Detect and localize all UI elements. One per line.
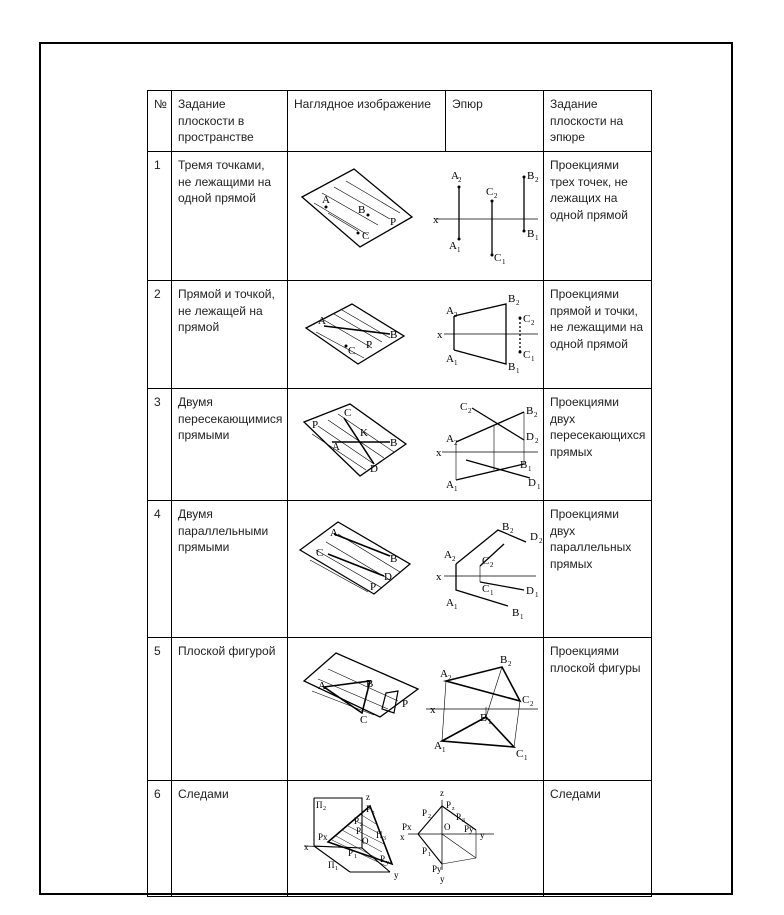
svg-text:y: y bbox=[386, 860, 389, 866]
svg-text:2: 2 bbox=[448, 674, 452, 682]
svg-text:2: 2 bbox=[535, 437, 539, 445]
row-figure bbox=[288, 152, 544, 281]
svg-text:P: P bbox=[422, 846, 428, 856]
svg-text:1: 1 bbox=[488, 718, 492, 726]
svg-text:A: A bbox=[446, 353, 454, 365]
svg-text:A: A bbox=[446, 479, 454, 491]
svg-text:1: 1 bbox=[531, 355, 535, 363]
svg-text:C: C bbox=[460, 401, 468, 413]
svg-text:A: A bbox=[318, 680, 326, 692]
svg-text:P: P bbox=[366, 339, 373, 351]
svg-text:D: D bbox=[384, 571, 392, 583]
svg-text:B: B bbox=[366, 678, 374, 690]
svg-text:A: A bbox=[449, 240, 457, 252]
svg-text:Px: Px bbox=[318, 832, 328, 842]
svg-text:A: A bbox=[434, 740, 442, 752]
svg-text:2: 2 bbox=[360, 822, 363, 828]
svg-text:B: B bbox=[512, 607, 520, 619]
row-figure bbox=[288, 501, 544, 638]
svg-text:2: 2 bbox=[452, 555, 456, 563]
svg-text:2: 2 bbox=[458, 176, 462, 184]
svg-text:1: 1 bbox=[454, 359, 458, 367]
row-number: 2 bbox=[148, 281, 172, 389]
svg-text:2: 2 bbox=[539, 537, 543, 545]
table-row bbox=[148, 389, 652, 501]
svg-text:C: C bbox=[523, 349, 531, 361]
row-space-definition: Плоской фигурой bbox=[172, 638, 288, 781]
row-figure bbox=[288, 389, 544, 501]
svg-text:2: 2 bbox=[468, 407, 472, 415]
row-number: 3 bbox=[148, 389, 172, 501]
svg-text:y: y bbox=[480, 830, 485, 840]
svg-text:2: 2 bbox=[454, 439, 458, 447]
row-number: 4 bbox=[148, 501, 172, 638]
row-space-definition: Следами bbox=[172, 781, 288, 897]
svg-text:P: P bbox=[402, 698, 409, 710]
svg-text:1: 1 bbox=[354, 854, 357, 860]
row-space-definition: Двумя пересекающимися прямыми bbox=[172, 389, 288, 501]
svg-text:z: z bbox=[440, 788, 444, 798]
row-space-definition: Двумя параллельными прямыми bbox=[172, 501, 288, 638]
row-figure bbox=[288, 281, 544, 389]
svg-text:A: A bbox=[318, 315, 326, 327]
header-number: № bbox=[148, 91, 172, 152]
figure-intersecting-lines bbox=[294, 394, 550, 495]
table-row bbox=[148, 638, 652, 781]
svg-text:P: P bbox=[422, 808, 428, 818]
svg-text:1: 1 bbox=[535, 234, 539, 242]
svg-text:2: 2 bbox=[508, 660, 512, 668]
svg-text:П: П bbox=[376, 830, 383, 840]
svg-text:1: 1 bbox=[516, 367, 520, 375]
svg-text:A: A bbox=[451, 170, 459, 182]
svg-text:1: 1 bbox=[535, 591, 539, 599]
svg-text:2: 2 bbox=[428, 814, 431, 820]
row-number: 1 bbox=[148, 152, 172, 281]
svg-text:P: P bbox=[446, 800, 452, 810]
svg-text:1: 1 bbox=[490, 589, 494, 597]
svg-text:z: z bbox=[366, 792, 370, 802]
table-header-row bbox=[148, 91, 652, 152]
figure-plane-figure bbox=[294, 643, 550, 775]
svg-text:A: A bbox=[330, 527, 338, 539]
svg-text:x: x bbox=[436, 447, 442, 459]
svg-text:П: П bbox=[316, 800, 323, 810]
svg-text:P: P bbox=[370, 581, 377, 593]
table-row bbox=[148, 501, 652, 638]
header-epur-definition: Задание плоскости на эпюре bbox=[544, 91, 652, 152]
svg-text:x: x bbox=[304, 842, 309, 852]
svg-text:2: 2 bbox=[534, 411, 538, 419]
svg-text:2: 2 bbox=[516, 299, 520, 307]
figure-traces bbox=[294, 786, 550, 891]
svg-text:C: C bbox=[348, 345, 356, 357]
svg-text:B: B bbox=[527, 170, 535, 182]
svg-text:x: x bbox=[433, 214, 439, 226]
svg-text:C: C bbox=[482, 583, 490, 595]
svg-text:O: O bbox=[444, 822, 451, 832]
table-row bbox=[148, 781, 652, 897]
svg-text:1: 1 bbox=[520, 613, 524, 621]
svg-text:Py: Py bbox=[432, 864, 442, 874]
row-epur-definition: Проекциями плоской фигуры bbox=[544, 638, 652, 781]
header-visual: Наглядное изображение bbox=[288, 91, 446, 152]
svg-text:P: P bbox=[456, 812, 462, 822]
svg-text:A: A bbox=[444, 549, 452, 561]
svg-text:A: A bbox=[440, 668, 448, 680]
svg-text:2: 2 bbox=[494, 192, 498, 200]
table-row bbox=[148, 152, 652, 281]
svg-text:B: B bbox=[527, 228, 535, 240]
svg-text:C: C bbox=[486, 186, 494, 198]
svg-text:P: P bbox=[390, 216, 397, 228]
svg-text:x: x bbox=[430, 704, 436, 716]
figure-three-points bbox=[294, 157, 550, 275]
row-figure bbox=[288, 781, 544, 897]
svg-text:B: B bbox=[502, 521, 510, 533]
svg-text:Py: Py bbox=[464, 824, 474, 834]
svg-text:C: C bbox=[482, 555, 490, 567]
svg-text:z: z bbox=[372, 810, 375, 816]
row-epur-definition: Проекциями трех точек, не лежащих на одной прямой bbox=[544, 152, 652, 281]
header-space-definition: Задание плоскости в пространстве bbox=[172, 91, 288, 152]
svg-text:1: 1 bbox=[442, 746, 446, 754]
header-epur: Эпюр bbox=[446, 91, 544, 152]
svg-text:A: A bbox=[322, 194, 330, 206]
svg-text:3: 3 bbox=[462, 818, 465, 824]
row-number: 5 bbox=[148, 638, 172, 781]
svg-text:1: 1 bbox=[457, 246, 461, 254]
svg-text:П: П bbox=[328, 860, 335, 870]
svg-text:1: 1 bbox=[502, 258, 506, 266]
svg-text:A: A bbox=[446, 433, 454, 445]
svg-text:B: B bbox=[480, 712, 488, 724]
svg-text:P: P bbox=[354, 816, 360, 826]
svg-text:y: y bbox=[440, 874, 445, 884]
figure-parallel-lines bbox=[294, 506, 550, 632]
table-row bbox=[148, 281, 652, 389]
svg-text:1: 1 bbox=[454, 603, 458, 611]
svg-text:1: 1 bbox=[537, 483, 541, 491]
svg-text:2: 2 bbox=[530, 700, 534, 708]
row-epur-definition: Проекциями двух параллельных прямых bbox=[544, 501, 652, 638]
svg-text:x: x bbox=[400, 832, 405, 842]
svg-text:C: C bbox=[523, 313, 531, 325]
svg-text:P: P bbox=[356, 826, 362, 836]
svg-text:B: B bbox=[526, 405, 534, 417]
svg-text:A: A bbox=[446, 597, 454, 609]
svg-text:x: x bbox=[437, 329, 443, 341]
svg-text:2: 2 bbox=[510, 527, 514, 535]
svg-text:O: O bbox=[362, 836, 369, 846]
svg-text:y: y bbox=[394, 870, 399, 880]
svg-text:Px: Px bbox=[402, 822, 412, 832]
svg-text:P: P bbox=[366, 804, 372, 814]
svg-text:2: 2 bbox=[490, 561, 494, 569]
row-space-definition: Тремя точками, не лежащими на одной прямой bbox=[172, 152, 288, 281]
svg-text:B: B bbox=[390, 329, 398, 341]
svg-text:P: P bbox=[348, 848, 354, 858]
svg-text:B: B bbox=[508, 361, 516, 373]
figure-line-and-point bbox=[294, 286, 550, 383]
svg-text:x: x bbox=[436, 571, 442, 583]
svg-text:B: B bbox=[390, 437, 398, 449]
svg-text:1: 1 bbox=[528, 465, 532, 473]
row-epur-definition: Проекциями двух пересекающихся прямых bbox=[544, 389, 652, 501]
svg-text:C: C bbox=[516, 748, 524, 760]
svg-text:B: B bbox=[520, 459, 528, 471]
svg-text:C: C bbox=[344, 407, 352, 419]
svg-text:C: C bbox=[362, 230, 370, 242]
row-epur-definition: Проекциями прямой и точки, не лежащими на одной прямой bbox=[544, 281, 652, 389]
svg-text:K: K bbox=[360, 427, 368, 439]
svg-text:2: 2 bbox=[323, 806, 326, 812]
svg-text:C: C bbox=[522, 694, 530, 706]
svg-text:2: 2 bbox=[531, 319, 535, 327]
svg-text:D: D bbox=[530, 531, 538, 543]
svg-text:3: 3 bbox=[383, 836, 386, 842]
svg-text:2: 2 bbox=[535, 176, 539, 184]
planes-table bbox=[147, 90, 652, 897]
svg-text:D: D bbox=[370, 463, 378, 475]
row-figure bbox=[288, 638, 544, 781]
svg-text:B: B bbox=[508, 293, 516, 305]
svg-text:P: P bbox=[380, 854, 386, 864]
svg-text:D: D bbox=[526, 585, 534, 597]
row-space-definition: Прямой и точкой, не лежащей на прямой bbox=[172, 281, 288, 389]
svg-text:1: 1 bbox=[454, 485, 458, 493]
svg-text:A: A bbox=[332, 441, 340, 453]
svg-text:B: B bbox=[500, 654, 508, 666]
svg-text:1: 1 bbox=[524, 754, 528, 762]
row-number: 6 bbox=[148, 781, 172, 897]
svg-text:D: D bbox=[526, 431, 534, 443]
svg-text:z: z bbox=[452, 806, 455, 812]
row-epur-definition: Следами bbox=[544, 781, 652, 897]
svg-text:D: D bbox=[528, 477, 536, 489]
svg-text:1: 1 bbox=[335, 866, 338, 872]
svg-text:C: C bbox=[316, 547, 324, 559]
svg-text:2: 2 bbox=[454, 311, 458, 319]
svg-text:A: A bbox=[446, 305, 454, 317]
svg-text:C: C bbox=[494, 252, 502, 264]
svg-text:B: B bbox=[390, 553, 398, 565]
svg-text:1: 1 bbox=[428, 852, 431, 858]
svg-text:C: C bbox=[360, 714, 368, 726]
svg-text:B: B bbox=[358, 204, 366, 216]
svg-text:P: P bbox=[312, 419, 319, 431]
